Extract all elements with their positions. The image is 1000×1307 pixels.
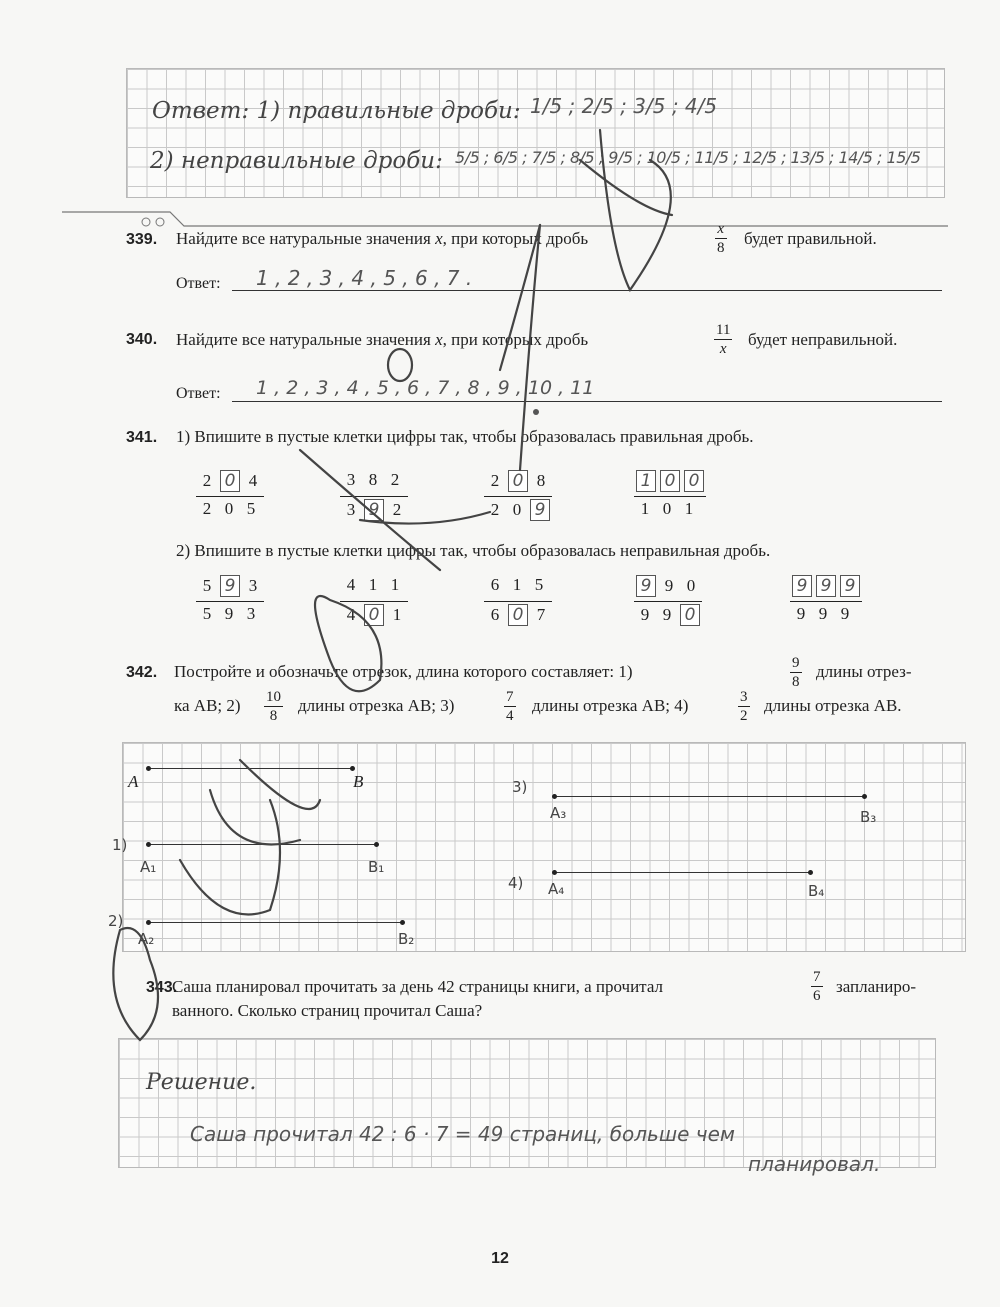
problem-341-part1: 1) Впишите в пустые клетки цифры так, чтобы образовалась правильная дробь. (176, 427, 754, 446)
digit: 8 (536, 471, 546, 490)
digit-fraction (634, 470, 706, 523)
problem-341-number: 341. (126, 429, 158, 446)
problem-341-part2: 2) Впишите в пустые клетки цифры так, чтобы образовалась неправильная дробь. (176, 541, 771, 560)
problem-340-fraction: $\frac{11}{x}$ (716, 322, 731, 357)
digit: 9 (664, 576, 674, 595)
digit: 5 (202, 576, 212, 595)
label-marker-3: 3) (512, 778, 528, 796)
digit-box[interactable]: 0 (508, 604, 528, 626)
point-a1 (146, 842, 151, 847)
digit: 9 (796, 604, 806, 623)
digit-fraction (196, 575, 264, 628)
digit: 2 (490, 471, 500, 490)
digit-box[interactable]: 9 (816, 575, 836, 597)
problem-343-fraction: $\frac{7}{6}$ (813, 969, 821, 1004)
digit-fraction (484, 470, 552, 523)
digit: 5 (202, 604, 212, 623)
digit-box[interactable]: 0 (660, 470, 680, 492)
problem-339-answer: 1 , 2 , 3 , 4 , 5 , 6 , 7 . (256, 266, 473, 290)
digit: 1 (512, 575, 522, 594)
digit: 3 (346, 500, 356, 519)
numerator (340, 575, 408, 599)
problem-343-text-line1-end: запланиро- (836, 977, 917, 996)
digit: 2 (202, 499, 212, 518)
digit: 1 (640, 499, 650, 518)
digit: 1 (392, 605, 402, 624)
denominator (790, 604, 862, 628)
problem-340-number: 340. (126, 331, 158, 348)
label-marker-4: 4) (508, 874, 524, 892)
digit: 9 (818, 604, 828, 623)
segment-a3b3 (554, 796, 864, 797)
problem-339-fraction: $\frac{x}{8}$ (717, 221, 725, 256)
segment-grid (122, 742, 966, 952)
digit: 0 (224, 499, 234, 518)
fraction-bar (484, 496, 552, 497)
numerator (790, 575, 862, 599)
problem-342-text-line1-end: длины отрез- (816, 662, 912, 681)
problem-340-text-end: будет неправильной. (748, 330, 898, 349)
answer-grid-top (126, 68, 945, 198)
fraction-bar (196, 496, 264, 497)
point-a4 (552, 870, 557, 875)
solution-line-2: планировал. (748, 1152, 881, 1176)
numerator (484, 575, 552, 599)
point-b4 (808, 870, 813, 875)
digit: 0 (686, 576, 696, 595)
digit: 2 (392, 500, 402, 519)
digit-box[interactable]: 0 (684, 470, 704, 492)
problem-342-fraction-1: $\frac{9}{8}$ (792, 655, 800, 690)
proper-fractions-label: Ответ: 1) правильные дроби: (152, 98, 521, 124)
label-b1: B₁ (368, 858, 385, 876)
improper-fractions-label: 2) неправильные дроби: (150, 148, 443, 174)
problem-342-text-line2c: длины отрезка AB; 4) (532, 696, 689, 715)
fraction-bar (196, 601, 264, 602)
digit: 0 (662, 499, 672, 518)
denominator (340, 499, 408, 523)
denominator (484, 499, 552, 523)
digit: 2 (202, 471, 212, 490)
label-b2: B₂ (398, 930, 415, 948)
segment-a1b1 (148, 844, 376, 845)
digit-fraction (340, 470, 408, 523)
denominator (634, 499, 706, 523)
problem-339-answer-line (232, 290, 942, 291)
problem-339-number: 339. (126, 231, 158, 248)
digit: 9 (640, 605, 650, 624)
point-b3 (862, 794, 867, 799)
fraction-bar (790, 601, 862, 602)
label-a: A (128, 772, 139, 791)
page-number: 12 (491, 1250, 509, 1267)
problem-339-answer-label: Ответ: (176, 275, 221, 292)
label-marker-1: 1) (112, 836, 128, 854)
segment-a4b4 (554, 872, 810, 873)
fraction-bar (634, 601, 702, 602)
numerator (484, 470, 552, 494)
digit: 5 (534, 575, 544, 594)
label-b: B (353, 772, 364, 791)
digit: 1 (368, 575, 378, 594)
problem-342-text-line2b: длины отрезка AB; 3) (298, 696, 455, 715)
label-b3: B₃ (860, 808, 877, 826)
point-a2 (146, 920, 151, 925)
numerator (634, 575, 702, 599)
segment-a2b2 (148, 922, 402, 923)
label-a1: A₁ (140, 858, 157, 876)
point-b2 (400, 920, 405, 925)
label-b4: B₄ (808, 882, 825, 900)
numerator (196, 470, 264, 494)
digit: 2 (390, 470, 400, 489)
digit-box[interactable]: 9 (636, 575, 656, 597)
problem-340-text: Найдите все натуральные значения x, при которых дробь (176, 330, 589, 349)
digit: 3 (246, 604, 256, 623)
digit: 9 (840, 604, 850, 623)
digit-box[interactable]: 9 (220, 575, 240, 597)
solution-line-1: Саша прочитал 42 : 6 · 7 = 49 страниц, больше чем (190, 1122, 736, 1146)
problem-340-answer-line (232, 401, 942, 402)
digit-fraction (634, 575, 702, 628)
solution-label: Решение. (146, 1070, 257, 1095)
improper-fractions-answer: 5/5 ; 6/5 ; 7/5 ; 8/5 ; 9/5 ; 10/5 ; 11/5 ; 12/5 ; 13/5 ; 14/5 ; 15/5 (455, 148, 921, 167)
digit-fraction (196, 470, 264, 523)
point-b1 (374, 842, 379, 847)
label-a4: A₄ (548, 880, 565, 898)
denominator (196, 499, 264, 523)
digit-box[interactable]: 9 (530, 499, 550, 521)
digit-box[interactable]: 9 (840, 575, 860, 597)
problem-340-answer-label: Ответ: (176, 385, 221, 402)
digit: 1 (390, 575, 400, 594)
digit-box[interactable]: 0 (680, 604, 700, 626)
point-a (146, 766, 151, 771)
problem-342-fraction-2: $\frac{10}{8}$ (266, 689, 281, 724)
digit-box[interactable]: 0 (364, 604, 384, 626)
digit-box[interactable]: 0 (508, 470, 528, 492)
problem-343-number: 343. (146, 979, 178, 996)
digit: 4 (346, 605, 356, 624)
problem-343-text-line1: Саша планировал прочитать за день 42 страницы книги, а прочитал (172, 977, 663, 996)
denominator (634, 604, 702, 628)
denominator (340, 604, 408, 628)
digit-fraction (484, 575, 552, 628)
digit-box[interactable]: 9 (792, 575, 812, 597)
digit: 5 (246, 499, 256, 518)
digit: 2 (490, 500, 500, 519)
problem-339-text: Найдите все натуральные значения x, при которых дробь (176, 229, 589, 248)
problem-339-text-end: будет правильной. (744, 229, 877, 248)
label-marker-2: 2) (108, 912, 124, 930)
digit: 3 (346, 470, 356, 489)
label-a2: A₂ (138, 930, 155, 948)
digit-fraction (340, 575, 408, 628)
fraction-bar (484, 601, 552, 602)
digit: 9 (662, 605, 672, 624)
digit: 1 (684, 499, 694, 518)
segment-ab (148, 768, 352, 769)
digit: 4 (248, 471, 258, 490)
problem-342-fraction-3: $\frac{7}{4}$ (506, 689, 514, 724)
digit: 9 (224, 604, 234, 623)
solution-grid (118, 1038, 936, 1168)
digit: 7 (536, 605, 546, 624)
fraction-bar (340, 601, 408, 602)
problem-343-text-line2: ванного. Сколько страниц прочитал Саша? (172, 1001, 483, 1020)
fraction-bar (634, 496, 706, 497)
problem-342-text-line2a: ка AB; 2) (174, 696, 241, 715)
denominator (484, 604, 552, 628)
digit-box[interactable]: 1 (636, 470, 656, 492)
digit-box[interactable]: 9 (364, 499, 384, 521)
problem-342-text-line1: Постройте и обозначьте отрезок, длина которого составляет: 1) (174, 662, 633, 681)
denominator (196, 604, 264, 628)
numerator (196, 575, 264, 599)
digit: 6 (490, 605, 500, 624)
digit: 8 (368, 470, 378, 489)
digit-fraction (790, 575, 862, 628)
problem-342-fraction-4: $\frac{3}{2}$ (740, 689, 748, 724)
problem-342-number: 342. (126, 664, 158, 681)
label-a3: A₃ (550, 804, 567, 822)
point-a3 (552, 794, 557, 799)
problem-340-answer: 1 , 2 , 3 , 4 , 5 , 6 , 7 , 8 , 9 , 10 , 11 (256, 377, 595, 399)
numerator (340, 470, 408, 494)
digit: 0 (512, 500, 522, 519)
fraction-bar (340, 496, 408, 497)
digit: 3 (248, 576, 258, 595)
problem-342-text-line2d: длины отрезка AB. (764, 696, 902, 715)
digit: 4 (346, 575, 356, 594)
digit: 6 (490, 575, 500, 594)
digit-box[interactable]: 0 (220, 470, 240, 492)
proper-fractions-answer: 1/5 ; 2/5 ; 3/5 ; 4/5 (530, 94, 718, 118)
point-b (350, 766, 355, 771)
numerator (634, 470, 706, 494)
